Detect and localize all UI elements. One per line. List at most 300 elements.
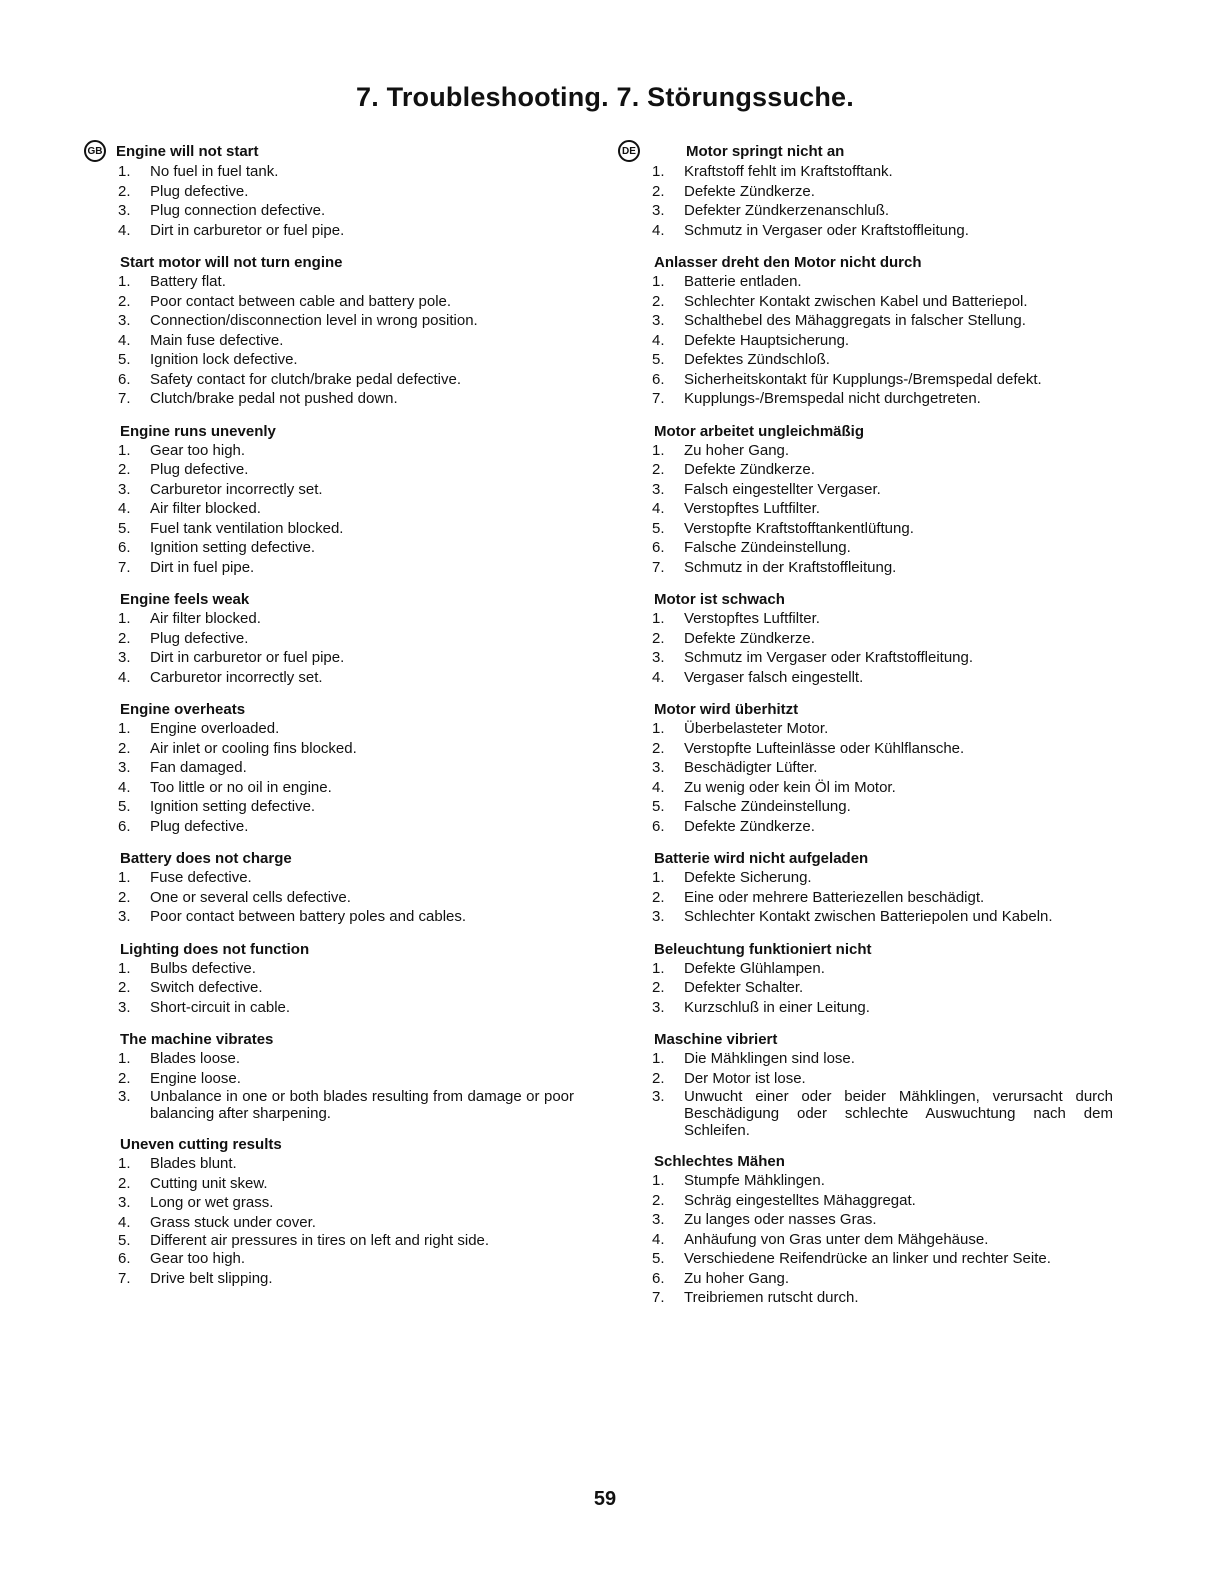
- list-item: [618, 499, 1113, 519]
- item-number: 2.: [652, 979, 665, 996]
- section-heading: Motor ist schwach: [654, 591, 785, 608]
- list-item: [618, 1088, 1113, 1139]
- section-heading: Engine overheats: [120, 701, 246, 718]
- item-text: Bulbs defective.: [150, 959, 256, 977]
- item-number: 1.: [118, 610, 131, 627]
- item-text: Defektes Zündschloß.: [684, 351, 830, 368]
- cause-list: [84, 719, 574, 836]
- item-text: Sicherheitskontakt für Kupplungs-/Bremspedal defekt.: [684, 370, 1042, 388]
- item-text: Carburetor incorrectly set.: [150, 668, 323, 686]
- item-number: 3.: [118, 649, 131, 666]
- list-item: [618, 797, 1113, 817]
- item-text: Anhäufung von Gras unter dem Mähgehäuse.: [684, 1230, 989, 1248]
- item-text: Air filter blocked.: [150, 500, 261, 517]
- troubleshooting-section: [618, 140, 1113, 240]
- item-number: 4.: [652, 668, 665, 686]
- item-number: 6.: [118, 817, 131, 835]
- list-item: [618, 1210, 1113, 1230]
- page-title: 7. Troubleshooting. 7. Störungssuche.: [356, 82, 854, 112]
- item-number: 6.: [118, 1250, 131, 1267]
- item-text: Schmutz im Vergaser oder Kraftstoffleitung.: [684, 649, 974, 666]
- section-heading: Engine will not start: [116, 142, 259, 160]
- list-item: [84, 1249, 574, 1269]
- list-item: [618, 1230, 1113, 1250]
- item-number: 5.: [118, 351, 131, 368]
- troubleshooting-section: [618, 253, 1113, 409]
- item-text: Cutting unit skew.: [150, 1174, 268, 1192]
- item-number: 7.: [652, 558, 665, 576]
- list-item: [618, 272, 1113, 292]
- item-number: 3.: [652, 480, 665, 498]
- item-number: 6.: [118, 370, 131, 388]
- list-item: [84, 778, 574, 798]
- cause-list: [84, 609, 574, 687]
- item-text: Clutch/brake pedal not pushed down.: [150, 390, 398, 407]
- section-heading: Engine runs unevenly: [120, 422, 276, 440]
- item-number: 2.: [118, 1069, 131, 1087]
- item-number: 4.: [118, 500, 131, 517]
- item-number: 1.: [118, 869, 131, 886]
- item-text: Gear too high.: [150, 441, 246, 459]
- item-text: Eine oder mehrere Batteriezellen beschädigt.: [684, 888, 985, 906]
- cause-list: [618, 162, 1113, 240]
- item-text: Defekte Hauptsicherung.: [684, 331, 850, 349]
- item-number: 1.: [652, 610, 665, 627]
- item-number: 6.: [118, 539, 131, 556]
- item-text: Beschädigter Lüfter.: [684, 759, 818, 776]
- section-heading: The machine vibrates: [120, 1031, 274, 1048]
- item-text: Drive belt slipping.: [150, 1269, 273, 1287]
- section-heading: Start motor will not turn engine: [120, 254, 343, 271]
- item-number: 3.: [652, 649, 665, 666]
- list-item: [618, 629, 1113, 649]
- item-text: Plug defective.: [150, 817, 249, 835]
- troubleshooting-section: [84, 700, 574, 836]
- list-item: [618, 1269, 1113, 1289]
- list-item: [618, 758, 1113, 778]
- list-item: [618, 292, 1113, 312]
- item-text: Unbalance in one or both blades resulting from damage or poor balancing after sharpening.: [150, 1088, 574, 1122]
- item-text: Schlechter Kontakt zwischen Kabel und Batteriepol.: [684, 292, 1028, 310]
- list-item: [84, 558, 574, 578]
- item-text: Dirt in carburetor or fuel pipe.: [150, 649, 345, 666]
- item-text: Plug defective.: [150, 461, 249, 478]
- item-number: 5.: [652, 1250, 665, 1267]
- item-text: Fuel tank ventilation blocked.: [150, 519, 344, 537]
- list-item: [84, 441, 574, 461]
- item-text: Fuse defective.: [150, 869, 252, 886]
- item-number: 1.: [652, 959, 665, 977]
- item-text: Falsche Zündeinstellung.: [684, 798, 851, 815]
- item-text: Die Mähklingen sind lose.: [684, 1050, 855, 1067]
- section-heading: Batterie wird nicht aufgeladen: [654, 850, 869, 867]
- list-item: [84, 480, 574, 500]
- list-item: [84, 182, 574, 202]
- list-item: [618, 998, 1113, 1018]
- list-item: [84, 739, 574, 759]
- item-number: 4.: [118, 1213, 131, 1231]
- item-number: 1.: [118, 1050, 131, 1067]
- german-column: [618, 140, 1113, 1321]
- list-item: [618, 888, 1113, 908]
- section-heading: Motor arbeitet ungleichmäßig: [654, 422, 865, 440]
- language-header: [618, 140, 1113, 162]
- item-text: No fuel in fuel tank.: [150, 163, 279, 180]
- list-item: [84, 1193, 574, 1213]
- item-number: 2.: [652, 461, 665, 478]
- item-text: Verstopftes Luftfilter.: [684, 500, 820, 517]
- list-item: [84, 1269, 574, 1289]
- item-number: 2.: [652, 182, 665, 200]
- item-number: 4.: [652, 1230, 665, 1248]
- list-item: [84, 1154, 574, 1174]
- list-item: [618, 719, 1113, 739]
- list-item: [84, 499, 574, 519]
- item-number: 1.: [652, 441, 665, 459]
- list-item: [618, 778, 1113, 798]
- item-text: Short-circuit in cable.: [150, 998, 291, 1016]
- item-number: 7.: [652, 1289, 665, 1306]
- item-text: Zu hoher Gang.: [684, 441, 790, 459]
- item-number: 2.: [118, 182, 131, 200]
- item-text: Engine loose.: [150, 1069, 241, 1087]
- item-number: 5.: [118, 1232, 131, 1249]
- list-item: [84, 350, 574, 370]
- cause-list: [84, 162, 574, 240]
- list-item: [84, 1069, 574, 1089]
- section-heading: Beleuchtung funktioniert nicht: [654, 940, 872, 958]
- item-number: 3.: [652, 908, 665, 925]
- item-text: Defekte Glühlampen.: [684, 959, 825, 977]
- list-item: [84, 311, 574, 331]
- item-number: 5.: [652, 519, 665, 537]
- item-text: Stumpfe Mähklingen.: [684, 1172, 825, 1189]
- cause-list: [618, 868, 1113, 927]
- item-text: Schalthebel des Mähaggregats in falscher Stellung.: [684, 312, 1026, 329]
- item-text: One or several cells defective.: [150, 888, 351, 906]
- troubleshooting-section: [618, 422, 1113, 578]
- item-number: 7.: [118, 390, 131, 407]
- item-text: Zu wenig oder kein Öl im Motor.: [684, 778, 896, 796]
- list-item: [84, 292, 574, 312]
- item-text: Verstopfte Kraftstofftankentlüftung.: [684, 519, 914, 537]
- cause-list: [84, 1049, 574, 1122]
- item-text: Switch defective.: [150, 979, 263, 996]
- item-number: 2.: [652, 1191, 665, 1209]
- item-number: 4.: [118, 221, 131, 239]
- item-text: Too little or no oil in engine.: [150, 778, 332, 796]
- troubleshooting-section: [84, 422, 574, 578]
- list-item: [84, 1174, 574, 1194]
- item-number: 6.: [652, 370, 665, 388]
- list-item: [618, 370, 1113, 390]
- item-text: Connection/disconnection level in wrong position.: [150, 312, 478, 329]
- item-text: Zu hoher Gang.: [684, 1269, 790, 1287]
- item-text: Verstopftes Luftfilter.: [684, 610, 820, 627]
- item-number: 1.: [118, 273, 131, 290]
- item-text: Plug defective.: [150, 629, 249, 647]
- item-text: Falsche Zündeinstellung.: [684, 539, 851, 556]
- list-item: [618, 182, 1113, 202]
- item-text: Schmutz in Vergaser oder Kraftstoffleitung.: [684, 221, 969, 239]
- section-heading: Motor springt nicht an: [686, 142, 845, 160]
- cause-list: [618, 1049, 1113, 1139]
- item-text: Engine overloaded.: [150, 720, 280, 737]
- item-text: Defekte Zündkerze.: [684, 182, 815, 200]
- item-number: 4.: [652, 500, 665, 517]
- item-text: Plug defective.: [150, 182, 249, 200]
- cause-list: [618, 1171, 1113, 1308]
- item-text: Different air pressures in tires on left and right side.: [150, 1232, 490, 1249]
- list-item: [618, 739, 1113, 759]
- item-number: 1.: [652, 1172, 665, 1189]
- item-number: 4.: [652, 331, 665, 349]
- item-number: 3.: [652, 1088, 665, 1105]
- list-item: [618, 668, 1113, 688]
- list-item: [618, 441, 1113, 461]
- list-item: [84, 1232, 574, 1249]
- troubleshooting-section: [618, 700, 1113, 836]
- list-item: [84, 221, 574, 241]
- list-item: [618, 311, 1113, 331]
- list-item: [618, 1171, 1113, 1191]
- list-item: [84, 519, 574, 539]
- list-item: [618, 817, 1113, 837]
- item-text: Dirt in fuel pipe.: [150, 558, 255, 576]
- item-text: Defekte Zündkerze.: [684, 817, 815, 835]
- cause-list: [618, 609, 1113, 687]
- section-heading: Battery does not charge: [120, 850, 292, 867]
- item-number: 1.: [118, 163, 131, 180]
- item-text: Blades loose.: [150, 1050, 241, 1067]
- item-number: 3.: [652, 1211, 665, 1228]
- section-heading: Lighting does not function: [120, 940, 310, 958]
- item-number: 3.: [118, 312, 131, 329]
- item-text: Ignition setting defective.: [150, 539, 316, 556]
- item-number: 2.: [118, 739, 131, 757]
- list-item: [618, 480, 1113, 500]
- item-number: 7.: [118, 1269, 131, 1287]
- item-number: 5.: [118, 519, 131, 537]
- list-item: [84, 868, 574, 888]
- item-text: Air inlet or cooling fins blocked.: [150, 739, 357, 757]
- section-heading: Motor wird überhitzt: [654, 701, 799, 718]
- troubleshooting-section: [84, 1135, 574, 1288]
- item-text: Kraftstoff fehlt im Kraftstofftank.: [684, 163, 893, 180]
- item-number: 3.: [118, 908, 131, 925]
- item-text: Safety contact for clutch/brake pedal defective.: [150, 370, 462, 388]
- list-item: [618, 350, 1113, 370]
- item-text: Gear too high.: [150, 1250, 246, 1267]
- list-item: [84, 1213, 574, 1233]
- item-text: Vergaser falsch eingestellt.: [684, 668, 864, 686]
- item-number: 2.: [118, 461, 131, 478]
- troubleshooting-section: [84, 253, 574, 409]
- list-item: [84, 668, 574, 688]
- list-item: [618, 201, 1113, 221]
- item-text: Verstopfte Lufteinlässe oder Kühlflansche.: [684, 739, 965, 757]
- language-badge-icon: GB: [84, 140, 106, 162]
- troubleshooting-section: [618, 1030, 1113, 1139]
- item-text: Long or wet grass.: [150, 1194, 274, 1211]
- item-text: Zu langes oder nasses Gras.: [684, 1211, 877, 1228]
- item-text: Air filter blocked.: [150, 610, 261, 627]
- item-number: 4.: [118, 331, 131, 349]
- troubleshooting-section: [84, 590, 574, 687]
- list-item: [618, 1249, 1113, 1269]
- list-item: [84, 888, 574, 908]
- list-item: [84, 162, 574, 182]
- list-item: [84, 629, 574, 649]
- list-item: [84, 648, 574, 668]
- item-number: 3.: [118, 1194, 131, 1211]
- item-text: Defekter Schalter.: [684, 979, 804, 996]
- item-number: 2.: [118, 979, 131, 996]
- item-text: Defekter Zündkerzenanschluß.: [684, 202, 890, 219]
- item-number: 5.: [652, 351, 665, 368]
- list-item: [84, 460, 574, 480]
- section-heading: Uneven cutting results: [120, 1136, 282, 1153]
- cause-list: [84, 1154, 574, 1288]
- list-item: [618, 1288, 1113, 1308]
- item-text: Poor contact between cable and battery pole.: [150, 292, 452, 310]
- list-item: [618, 221, 1113, 241]
- item-number: 6.: [652, 1269, 665, 1287]
- item-number: 1.: [118, 1155, 131, 1172]
- item-number: 1.: [118, 959, 131, 977]
- language-header: [84, 140, 574, 162]
- section-heading: Engine feels weak: [120, 591, 250, 608]
- cause-list: [618, 441, 1113, 578]
- list-item: [618, 519, 1113, 539]
- troubleshooting-section: [84, 849, 574, 927]
- item-number: 3.: [118, 1088, 131, 1105]
- cause-list: [618, 719, 1113, 836]
- item-number: 3.: [118, 759, 131, 776]
- list-item: [84, 758, 574, 778]
- list-item: [618, 558, 1113, 578]
- troubleshooting-section: [84, 1030, 574, 1122]
- language-badge-icon: DE: [618, 140, 640, 162]
- section-heading: Maschine vibriert: [654, 1031, 778, 1048]
- list-item: [84, 1088, 574, 1122]
- item-number: 2.: [118, 888, 131, 906]
- item-number: 6.: [652, 817, 665, 835]
- item-number: 4.: [118, 778, 131, 796]
- item-number: 3.: [652, 202, 665, 219]
- item-text: Carburetor incorrectly set.: [150, 480, 323, 498]
- item-text: Überbelasteter Motor.: [684, 720, 829, 737]
- cause-list: [618, 272, 1113, 409]
- section-heading: Anlasser dreht den Motor nicht durch: [654, 254, 922, 271]
- troubleshooting-section: [84, 940, 574, 1018]
- item-text: Dirt in carburetor or fuel pipe.: [150, 221, 345, 239]
- item-text: Schlechter Kontakt zwischen Batteriepolen und Kabeln.: [684, 908, 1053, 925]
- item-number: 4.: [118, 668, 131, 686]
- item-text: Ignition lock defective.: [150, 351, 298, 368]
- item-number: 3.: [118, 480, 131, 498]
- item-number: 2.: [652, 629, 665, 647]
- item-number: 2.: [118, 629, 131, 647]
- list-item: [84, 272, 574, 292]
- list-item: [618, 538, 1113, 558]
- item-text: Defekte Zündkerze.: [684, 461, 815, 478]
- item-number: 4.: [652, 778, 665, 796]
- troubleshooting-section: [618, 590, 1113, 687]
- item-number: 1.: [652, 1050, 665, 1067]
- item-number: 2.: [652, 739, 665, 757]
- item-number: 4.: [652, 221, 665, 239]
- section-heading: Schlechtes Mähen: [654, 1153, 785, 1170]
- troubleshooting-section: [618, 940, 1113, 1018]
- item-text: Poor contact between battery poles and cables.: [150, 908, 467, 925]
- list-item: [618, 1069, 1113, 1089]
- item-number: 1.: [118, 441, 131, 459]
- list-item: [84, 389, 574, 409]
- item-number: 7.: [118, 558, 131, 576]
- item-text: Kupplungs-/Bremspedal nicht durchgetreten.: [684, 390, 981, 407]
- item-number: 7.: [652, 390, 665, 407]
- item-number: 6.: [652, 539, 665, 556]
- item-text: Verschiedene Reifendrücke an linker und rechter Seite.: [684, 1250, 1051, 1267]
- list-item: [618, 868, 1113, 888]
- item-number: 5.: [118, 798, 131, 815]
- item-number: 5.: [652, 798, 665, 815]
- item-text: Battery flat.: [150, 273, 226, 290]
- list-item: [84, 538, 574, 558]
- item-number: 1.: [652, 163, 665, 180]
- list-item: [84, 978, 574, 998]
- item-number: 2.: [652, 292, 665, 310]
- list-item: [618, 648, 1113, 668]
- item-number: 2.: [118, 292, 131, 310]
- troubleshooting-section: [618, 1152, 1113, 1308]
- item-number: 3.: [652, 998, 665, 1016]
- item-number: 1.: [118, 720, 131, 737]
- list-item: [618, 978, 1113, 998]
- item-number: 2.: [118, 1174, 131, 1192]
- list-item: [84, 998, 574, 1018]
- item-text: Blades blunt.: [150, 1155, 237, 1172]
- item-text: Kurzschluß in einer Leitung.: [684, 998, 870, 1016]
- list-item: [84, 201, 574, 221]
- item-text: Batterie entladen.: [684, 273, 802, 290]
- item-number: 2.: [652, 888, 665, 906]
- list-item: [84, 817, 574, 837]
- list-item: [84, 959, 574, 979]
- troubleshooting-section: [84, 140, 574, 240]
- item-text: Main fuse defective.: [150, 331, 284, 349]
- list-item: [618, 907, 1113, 927]
- item-text: Treibriemen rutscht durch.: [684, 1289, 859, 1306]
- item-text: Grass stuck under cover.: [150, 1213, 316, 1231]
- list-item: [84, 907, 574, 927]
- item-number: 3.: [118, 202, 131, 219]
- cause-list: [84, 272, 574, 409]
- item-text: Defekte Sicherung.: [684, 869, 812, 886]
- item-number: 3.: [652, 312, 665, 329]
- list-item: [618, 331, 1113, 351]
- item-text: Defekte Zündkerze.: [684, 629, 815, 647]
- item-number: 1.: [652, 720, 665, 737]
- item-number: 3.: [118, 998, 131, 1016]
- item-number: 1.: [652, 869, 665, 886]
- list-item: [84, 331, 574, 351]
- cause-list: [84, 959, 574, 1018]
- item-text: Der Motor ist lose.: [684, 1069, 806, 1087]
- troubleshooting-section: [618, 849, 1113, 927]
- list-item: [618, 162, 1113, 182]
